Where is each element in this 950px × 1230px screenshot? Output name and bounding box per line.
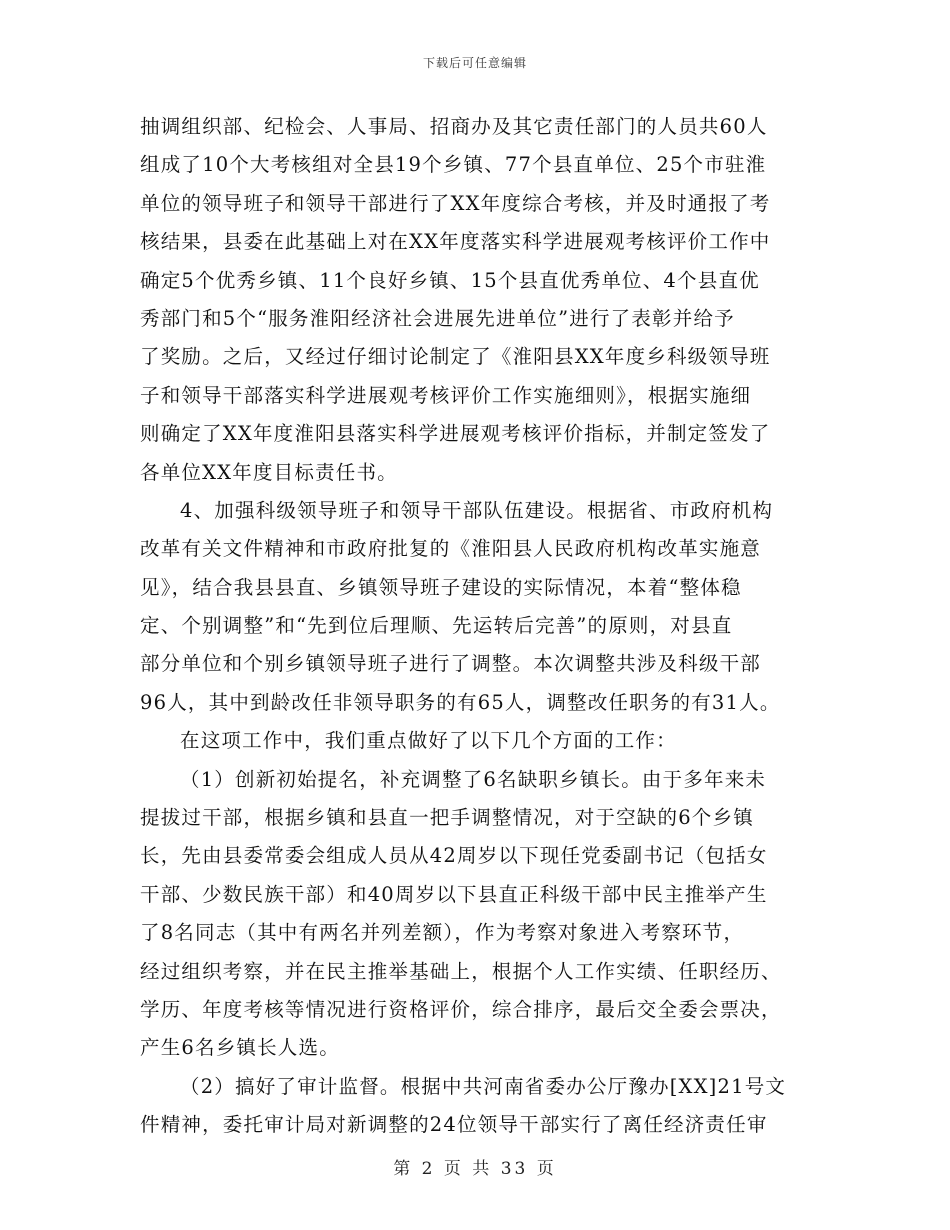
text-line-24: 学历、年度考核等情况进行资格评价，综合排序，最后交全委会票决， (140, 997, 782, 1021)
text-line-23: 经过组织考察，并在民主推举基础上，根据个人工作实绩、任职经历、 (140, 959, 782, 983)
text-line-13: 见》，结合我县县直、乡镇领导班子建设的实际情况，本着“整体稳 (140, 575, 742, 599)
text-line-4: 核结果，县委在此基础上对在XX年度落实科学进展观考核评价工作中 (140, 230, 771, 254)
text-line-18: （1）创新初始提名，补充调整了6名缺职乡镇长。由于多年来未 (180, 767, 767, 791)
text-line-1: 抽调组织部、纪检会、人事局、招商办及其它责任部门的人员共60人 (140, 115, 768, 138)
text-line-19: 提拔过干部，根据乡镇和县直一把手调整情况，对于空缺的6个乡镇 (140, 806, 754, 830)
text-line-7: 了奖励。之后，又经过仔细讨论制定了《淮阳县XX年度乡科级领导班 (140, 345, 771, 369)
text-line-14: 定、个别调整”和“先到位后理顺、先运转后完善”的原则，对县直 (140, 614, 733, 638)
text-line-20: 长，先由县委常委会组成人员从42周岁以下现任党委副书记（包括女 (140, 844, 768, 868)
text-line-10: 各单位XX年度目标责任书。 (140, 460, 398, 484)
page-header-note: 下载后可任意编辑 (422, 56, 527, 70)
text-line-15: 部分单位和个别乡镇领导班子进行了调整。本次调整共涉及科级干部 (140, 652, 762, 676)
document-body (140, 108, 808, 1145)
page-number-footer: 第 2 页 共 33 页 (393, 1159, 557, 1179)
text-line-22: 了8名同志（其中有两名并列差额），作为考察对象进入考察环节， (140, 921, 745, 945)
text-line-2: 组成了10个大考核组对全县19个乡镇、77个县直单位、25个市驻淮 (140, 153, 767, 177)
text-line-26: （2）搞好了审计监督。根据中共河南省委办公厅豫办[XX]21号文 (180, 1074, 787, 1098)
text-line-21: 干部、少数民族干部）和40周岁以下县直正科级干部中民主推举产生 (140, 882, 768, 906)
text-line-16: 96人，其中到龄改任非领导职务的有65人，调整改任职务的有31人。 (140, 690, 781, 714)
text-line-6: 秀部门和5个“服务淮阳经济社会进展先进单位”进行了表彰并给予 (140, 306, 735, 330)
text-line-11: 4、加强科级领导班子和领导干部队伍建设。根据省、市政府机构 (180, 498, 774, 522)
text-line-25: 产生6名乡镇长人选。 (140, 1036, 340, 1060)
text-line-5: 确定5个优秀乡镇、11个良好乡镇、15个县直优秀单位、4个县直优 (140, 268, 760, 292)
text-line-17: 在这项工作中，我们重点做好了以下几个方面的工作： (180, 729, 677, 753)
text-line-3: 单位的领导班子和领导干部进行了XX年度综合考核，并及时通报了考 (140, 191, 771, 215)
text-line-27: 件精神，委托审计局对新调整的24位领导干部实行了离任经济责任审 (140, 1113, 768, 1137)
text-line-9: 则确定了XX年度淮阳县落实科学进展观考核评价指标，并制定签发了 (140, 422, 771, 446)
text-line-8: 子和领导干部落实科学进展观考核评价工作实施细则》，根据实施细 (140, 383, 752, 407)
text-line-12: 改革有关文件精神和市政府批复的《淮阳县人民政府机构改革实施意 (140, 537, 762, 561)
